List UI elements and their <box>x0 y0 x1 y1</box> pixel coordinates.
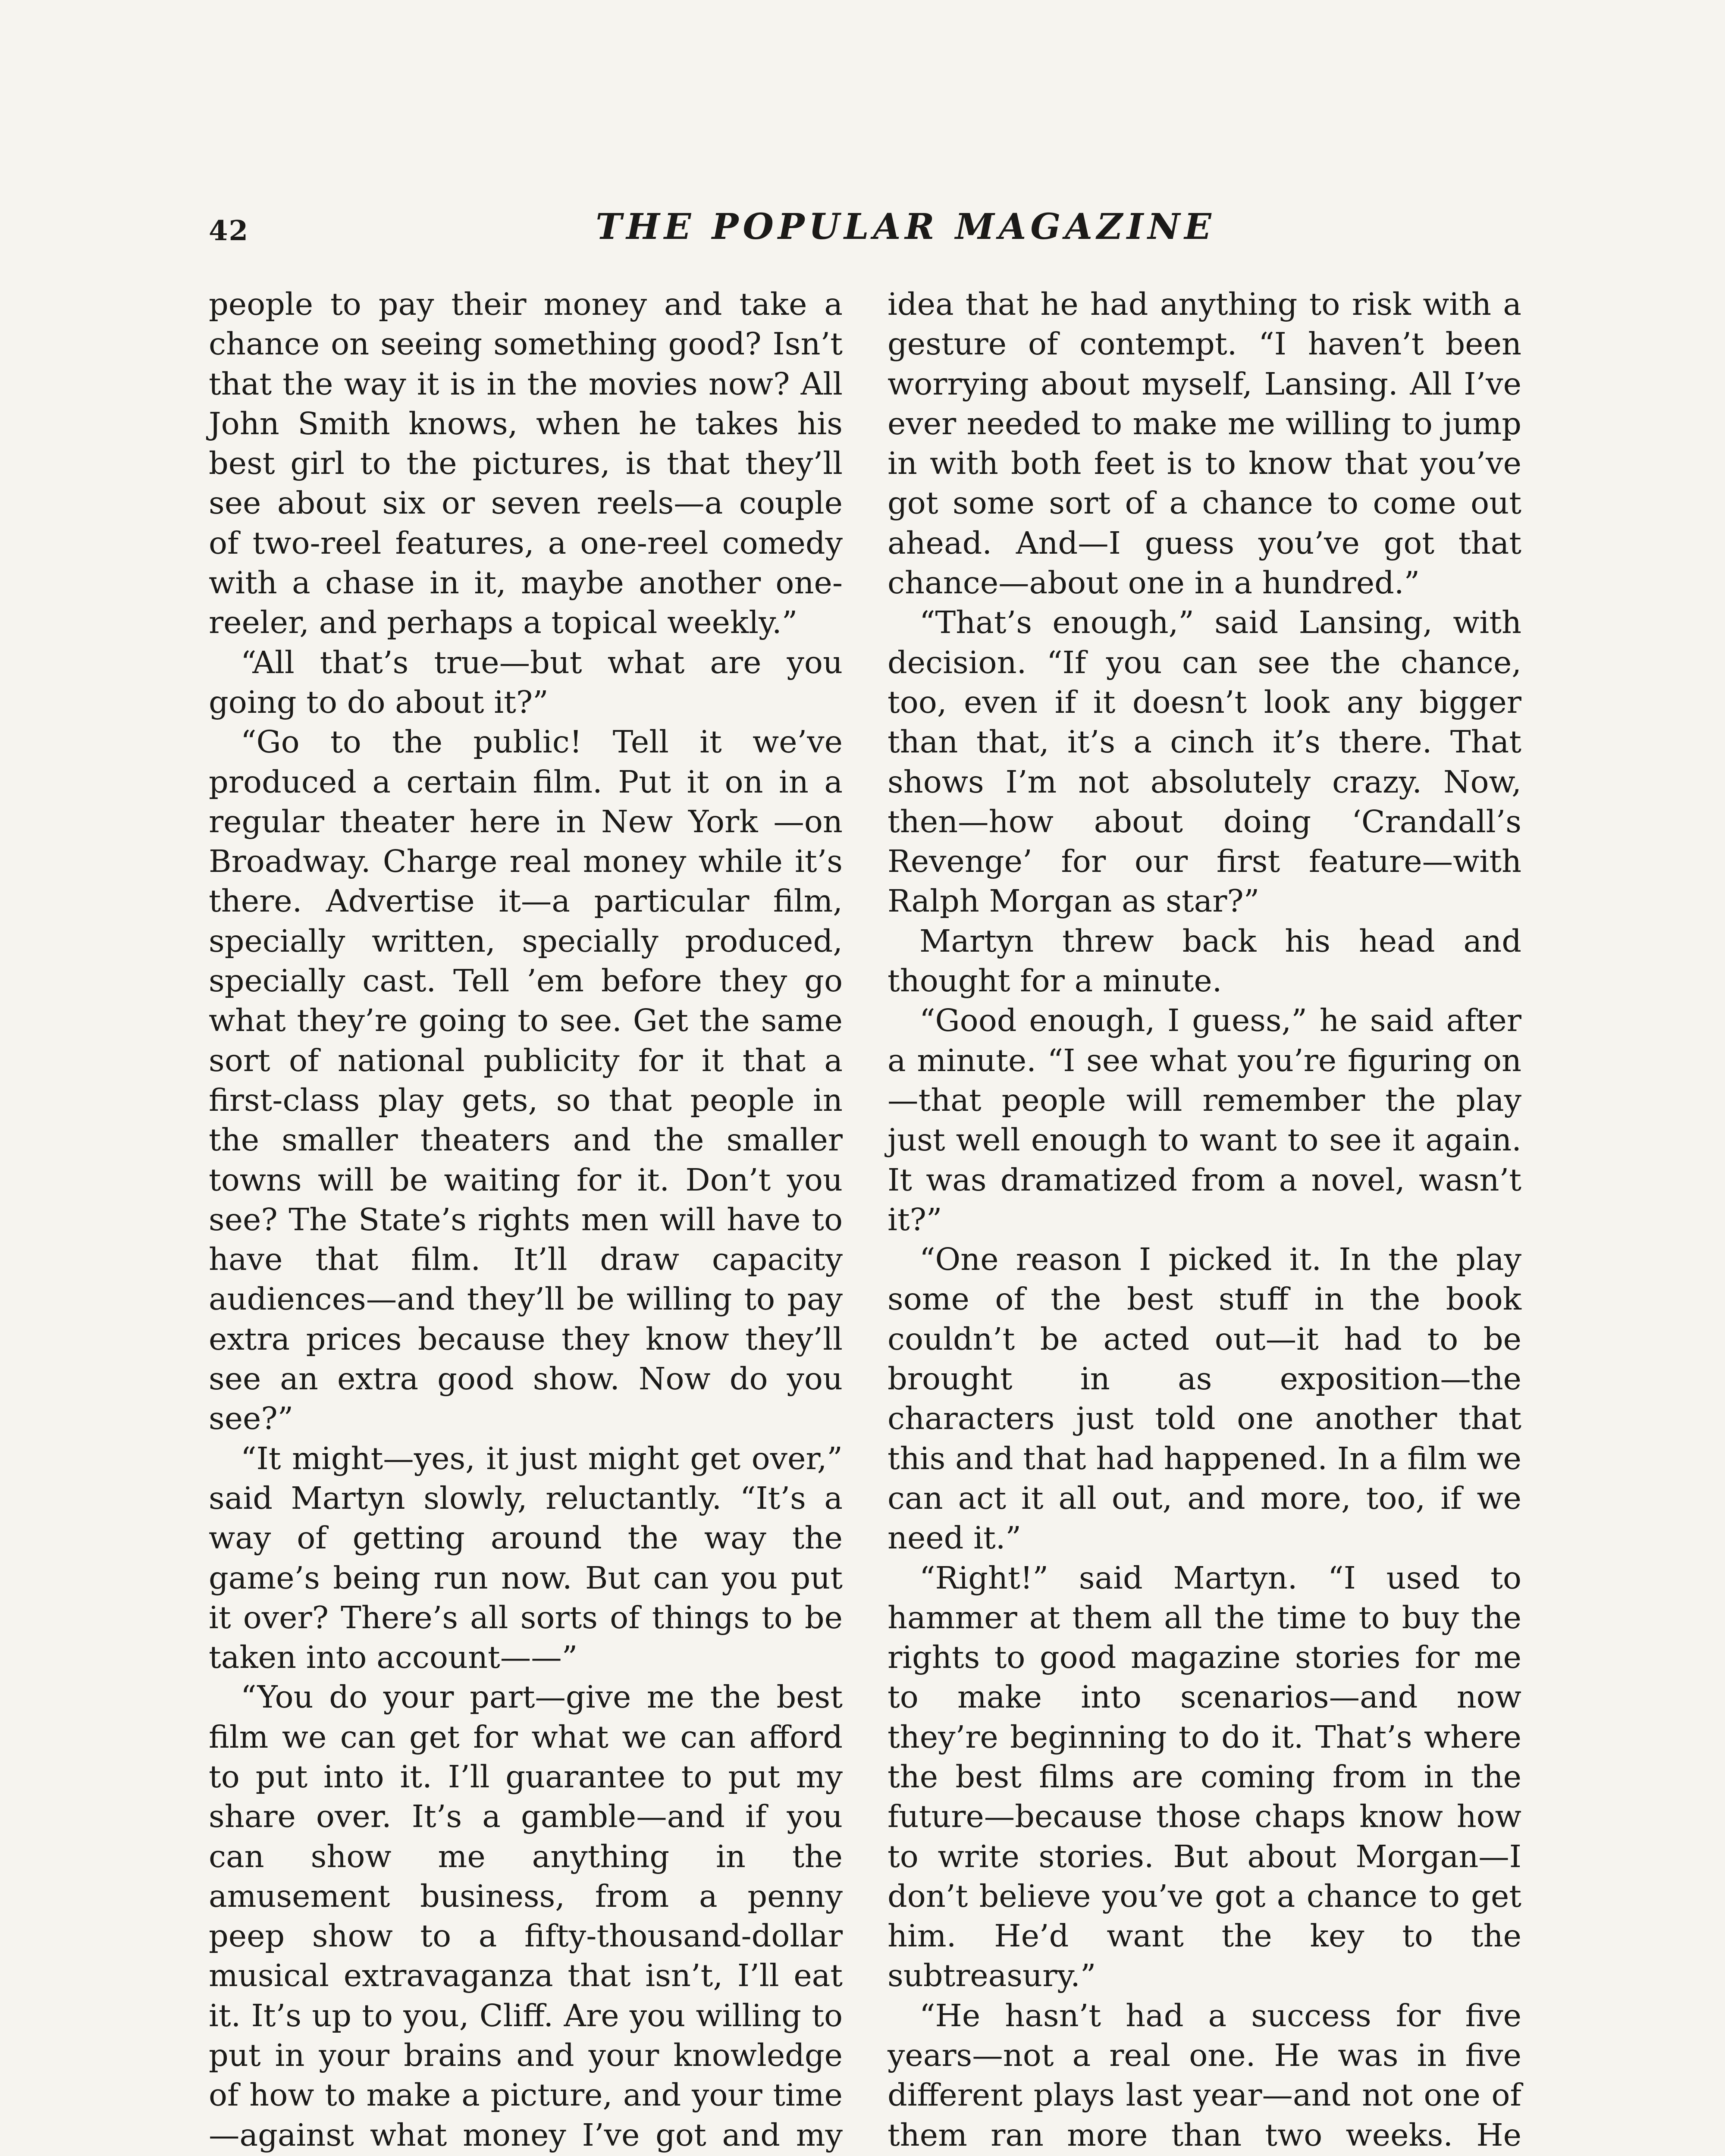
paragraph: people to pay their money and take a chance on seeing something good? Isn’t that the way it is in the movies now? All John Smith knows, when he takes his best girl to the pictures, is that they’ll see about six or seven reels—a couple of two-reel features, a one-reel comedy with a chase in it, maybe another one-reeler, and perhaps a topical weekly.” <box>209 286 843 641</box>
right-column <box>888 285 1521 2156</box>
paragraph: idea that he had anything to risk with a gesture of contempt. “I haven’t been worrying about myself, Lansing. All I’ve ever needed to make me willing to jump in with both feet is to know that you’ve got some sort of a chance to come out ahead. And—I guess you’ve got that chance—about one in a hundred.” <box>888 286 1521 601</box>
paragraph: “Good enough, I guess,” he said after a minute. “I see what you’re figuring on—that people will remember the play just well enough to want to see it again. It was dramatized from a novel, wasn’t it?” <box>888 1003 1521 1238</box>
paragraph: “He hasn’t had a success for five years—not a real one. He was in five different plays last year—and not one of them ran more than two weeks. He <box>888 1997 1521 2153</box>
paragraph: “It might—yes, it just might get over,” said Martyn slowly, reluctantly. “It’s a way of getting around the way the game’s being run now. But can you put it over? There’s all sorts of things to be taken into account——” <box>209 1440 843 1676</box>
paragraph: “All that’s true—but what are you going to do about it?” <box>209 644 843 720</box>
running-head: THE POPULAR MAGAZINE <box>596 206 1216 248</box>
paragraph: “Go to the public! Tell it we’ve produced a certain film. Put it on in a regular theater here in New York —on Broadway. Charge real money while it’s there. Advertise it—a particular film, specially written, specially produced, specially cast. Tell ’em before they go what they’re going to see. Get the same sort of national publicity for it that a first-class play gets, so that people in the smaller theaters and the smaller towns will be waiting for it. Don’t you see? The State’s rights men will have to have that film. It’ll draw capacity audiences—and they’ll be willing to pay extra prices because they know they’ll see an extra good show. Now do you see?” <box>209 724 843 1437</box>
paragraph: “That’s enough,” said Lansing, with decision. “If you can see the chance, too, even if it doesn’t look any bigger than that, it’s a cinch it’s there. That shows I’m not absolutely crazy. Now, then—how about doing ‘Crandall’s Revenge’ for our first feature—with Ralph Morgan as star?” <box>888 605 1521 919</box>
paragraph: “You do your part—give me the best film we can get for what we can afford to put into it. I’ll guarantee to put my share over. It’s a gamble—and if you can show me anything in the amusement business, from a penny peep show to a fifty-thousand-dollar musical extravaganza that isn’t, I’ll eat it. It’s up to you, Cliff. Are you willing to put in your brains and your knowledge of how to make a picture, and your time—against what money I’ve got and my <box>209 1679 843 2153</box>
paragraph: “One reason I picked it. In the play some of the best stuff in the book couldn’t be acted out—it had to be brought in as exposition—the characters just told one another that this and that had happened. In a film we can act it all out, and more, too, if we need it.” <box>888 1241 1521 1556</box>
paragraph: “Right!” said Martyn. “I used to hammer at them all the time to buy the rights to good magazine stories for me to make into scenarios—and now they’re beginning to do it. That’s where the best films are coming from in the future—because those chaps know how to write stories. But about Morgan—I don’t believe you’ve got a chance to get him. He’d want the key to the subtreasury.” <box>888 1560 1521 1994</box>
page-number: 42 <box>209 215 249 247</box>
left-column <box>209 285 843 2156</box>
paragraph: Martyn threw back his head and thought for a minute. <box>888 923 1521 999</box>
